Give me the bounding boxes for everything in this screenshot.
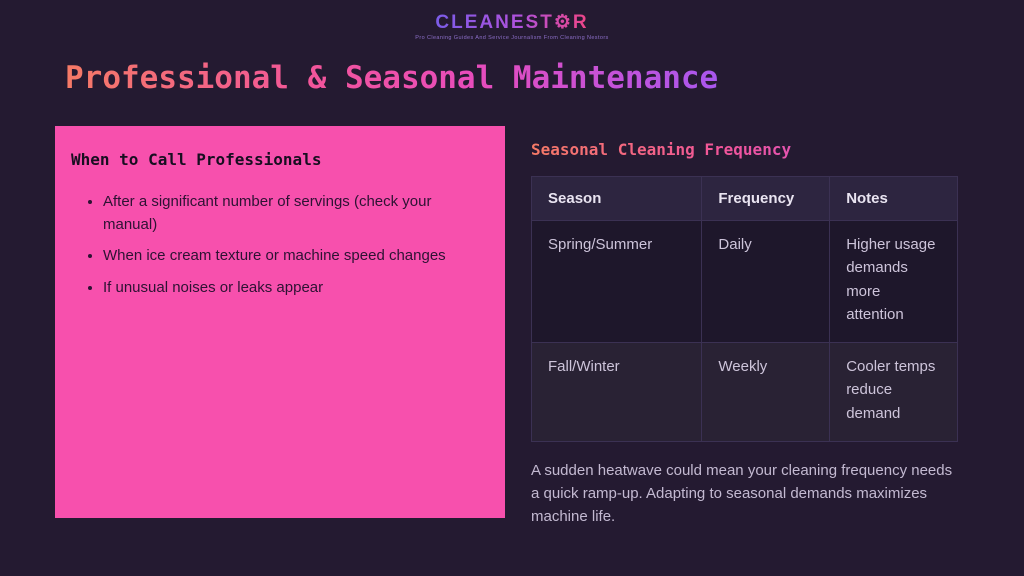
column-header-season: Season: [532, 177, 702, 221]
table-header-row: [532, 177, 958, 221]
table-row: [532, 221, 958, 343]
seasonal-frequency-table: [531, 176, 958, 442]
seasonal-section-heading: Seasonal Cleaning Frequency: [531, 140, 958, 159]
brand-logo-suffix: R: [572, 12, 589, 33]
seasonal-section: [531, 140, 958, 529]
professionals-card: [55, 126, 505, 518]
gear-icon: ⚙: [553, 12, 573, 33]
brand-tagline: Pro Cleaning Guides And Service Journalism From Cleaning Nestors: [415, 35, 609, 41]
professionals-card-heading: When to Call Professionals: [71, 150, 322, 169]
cell-notes: Cooler temps reduce demand: [830, 343, 958, 442]
list-item: • After a significant number of servings (check your manual): [103, 191, 489, 236]
cell-notes: Higher usage demands more attention: [830, 221, 958, 343]
cell-frequency: Weekly: [702, 343, 830, 442]
seasonal-note-text: A sudden heatwave could mean your cleaning frequency needs a quick ramp-up. Adapting to seasonal demands maximizes machine life.: [531, 461, 953, 526]
cell-season: Spring/Summer: [532, 221, 702, 343]
brand-logo-prefix: CLEANEST: [435, 12, 554, 33]
list-item: • If unusual noises or leaks appear: [103, 277, 489, 300]
brand-logo: [435, 11, 588, 34]
cell-season: Fall/Winter: [532, 343, 702, 442]
cell-frequency: Daily: [702, 221, 830, 343]
column-header-frequency: Frequency: [702, 177, 830, 221]
list-item: • When ice cream texture or machine speed changes: [103, 245, 489, 268]
table-row: [532, 343, 958, 442]
column-header-notes: Notes: [830, 177, 958, 221]
brand-header: [0, 11, 1024, 41]
page-title: Professional & Seasonal Maintenance: [65, 60, 719, 96]
professionals-bullet-list: [71, 191, 489, 299]
